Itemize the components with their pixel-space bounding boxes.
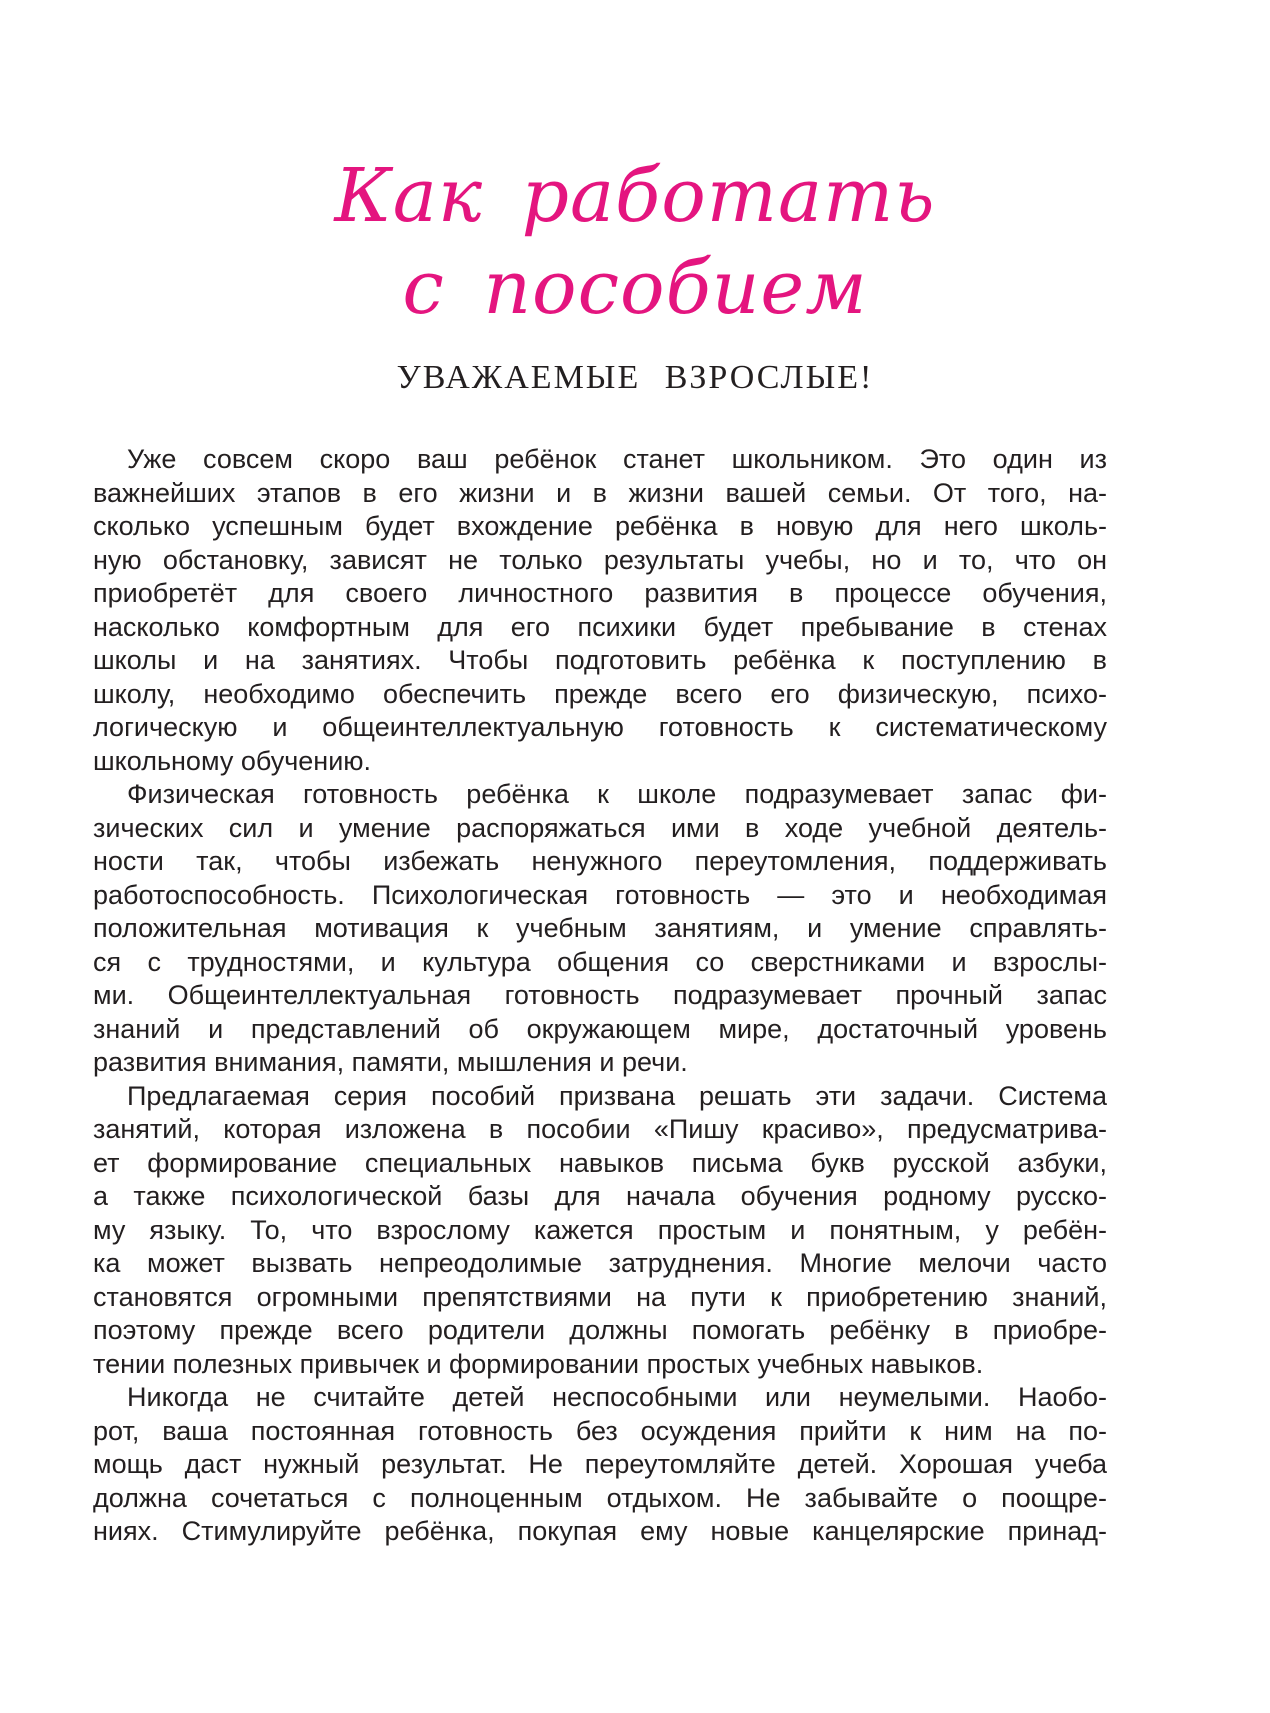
text-line: Никогда не считайте детей неспособными или неумелыми. Наобо- <box>127 1382 1107 1412</box>
text-line: школы и на занятиях. Чтобы подготовить ребёнка к поступлению в <box>93 645 1107 675</box>
text-line: ми. Общеинтеллектуальная готовность подразумевает прочный запас <box>93 980 1107 1010</box>
text-line: Уже совсем скоро ваш ребёнок станет школьником. Это один из <box>127 444 1107 474</box>
text-line: школу, необходимо обеспечить прежде всего его физическую, психо- <box>93 678 1107 709</box>
paragraph <box>93 1381 1107 1549</box>
text-line: насколько комфортным для его психики будет пребывание в стенах <box>93 611 1107 642</box>
text-line: му языку. То, что взрослому кажется простым и понятным, у ребён- <box>93 1214 1107 1245</box>
text-line: развития внимания, памяти, мышления и речи. <box>93 1047 688 1077</box>
body-text <box>93 443 1107 1549</box>
paragraph <box>93 443 1107 778</box>
text-line: приобретёт для своего личностного развития в процессе обучения, <box>93 578 1107 608</box>
text-line: Физическая готовность ребёнка к школе подразумевает запас фи- <box>127 779 1107 809</box>
text-line: становятся огромными препятствиями на пути к приобретению знаний, <box>93 1281 1107 1312</box>
page-title <box>0 150 1270 334</box>
text-line: поэтому прежде всего родители должны помогать ребёнку в приобре- <box>93 1315 1107 1345</box>
paragraph <box>93 778 1107 1080</box>
text-line: ет формирование специальных навыков письма букв русской азбуки, <box>93 1147 1107 1178</box>
text-line: школьному обучению. <box>93 745 372 776</box>
text-line: ности так, чтобы избежать ненужного переутомления, поддерживать <box>93 846 1107 876</box>
text-line: сколько успешным будет вхождение ребёнка в новую для него школь- <box>93 511 1107 541</box>
title-line-1: Как работать <box>334 153 936 239</box>
text-line: должна сочетаться с полноценным отдыхом. Не забывайте о поощре- <box>93 1482 1107 1513</box>
text-line: знаний и представлений об окружающем мире, достаточный уровень <box>93 1013 1107 1044</box>
text-line: зических сил и умение распоряжаться ими в ходе учебной деятель- <box>93 812 1107 843</box>
text-line: ную обстановку, зависят не только результаты учебы, но и то, что он <box>93 544 1107 575</box>
text-line: ся с трудностями, и культура общения со сверстниками и взрослы- <box>93 946 1107 977</box>
text-line: занятий, которая изложена в пособии «Пишу красиво», предусматрива- <box>93 1114 1107 1144</box>
text-line: ниях. Стимулируйте ребёнка, покупая ему новые канцелярские принад- <box>93 1516 1107 1546</box>
text-line: положительная мотивация к учебным занятиям, и умение справлять- <box>93 913 1107 943</box>
text-line: тении полезных привычек и формировании простых учебных навыков. <box>93 1348 984 1379</box>
text-line: важнейших этапов в его жизни и в жизни вашей семьи. От того, на- <box>93 477 1107 508</box>
text-line: работоспособность. Психологическая готовность — это и необходимая <box>93 879 1107 910</box>
text-line: а также психологической базы для начала обучения родному русско- <box>93 1181 1107 1211</box>
text-line: логическую и общеинтеллектуальную готовность к систематическому <box>93 712 1107 742</box>
section-heading: УВАЖАЕМЫЕ ВЗРОСЛЫЕ! <box>396 359 874 396</box>
text-line: мощь даст нужный результат. Не переутомляйте детей. Хорошая учеба <box>93 1449 1107 1479</box>
text-line: рот, ваша постоянная готовность без осуждения прийти к ним на по- <box>93 1415 1107 1446</box>
text-line: Предлагаемая серия пособий призвана решать эти задачи. Система <box>127 1080 1107 1111</box>
title-line-2: с пособием <box>402 245 868 331</box>
paragraph <box>93 1080 1107 1382</box>
text-line: ка может вызвать непреодолимые затруднения. Многие мелочи часто <box>93 1248 1107 1278</box>
